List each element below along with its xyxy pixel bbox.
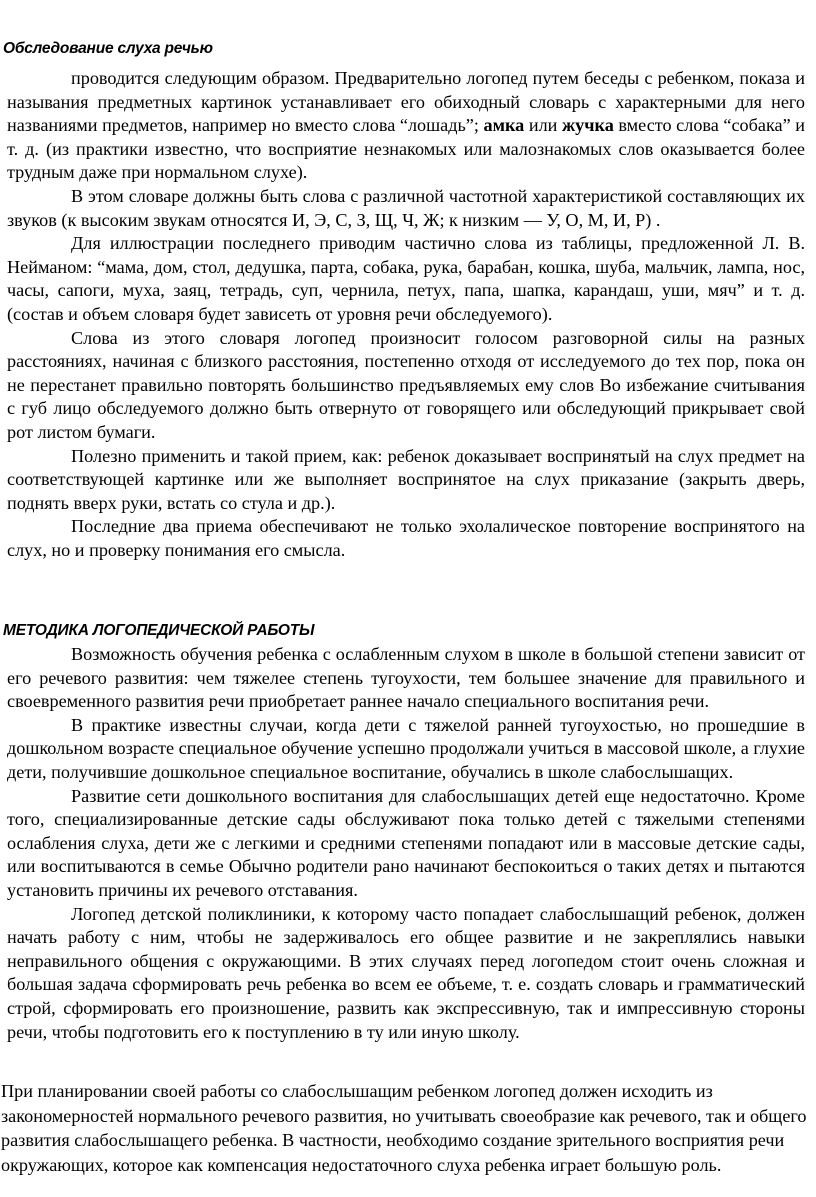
paragraph: Возможность обучения ребенка с ослабленным слухом в школе в большой степени зависит от его речевого развития: чем тяжелее степень тугоухости, тем большее значение для правильного и своевременного развития речи приобретает раннее начало специального воспитания речи. [7,644,805,712]
paragraph-text: проводится следующим образом. Предварительно логопед путем беседы с ребенком, показа и называния предметных картинок устанавливает его обиходный словарь с характерными для него названиями предметов, например но вместо слова “лошадь”; [7,68,805,136]
bold-word: амка [483,115,525,136]
paragraph-unindented: При планировании своей работы со слабослышащим ребенком логопед должен исходить из закономерностей нормального речевого развития, но учитывать своеобразие как речевого, так и общего развития слабослышащего ребенка. В частности, необходимо создание зрительного восприятия речи окружающих, которое как компенсация недостаточного слуха ребенка играет большую роль. [1,1081,807,1175]
bold-word: жучка [561,115,614,136]
paragraph: Для иллюстрации последнего приводим частично слова из таблицы, предложенной Л. В. Нейманом: “мама, дом, стол, дедушка, парта, собака, рука, барабан, кошка, шуба, мальчик, лампа, нос, часы, сапоги, муха, заяц, тетрадь, суп, чернила, петух, папа, шапка, карандаш, уши, мяч” и т. д. (состав и объем словаря будет зависеть от уровня речи обследуемого). [7,233,805,324]
paragraph-text: или [524,115,562,136]
section-body-methodology [7,643,805,1044]
paragraph: Последние два приема обеспечивают не только эхолалическое повторение воспринятого на слух, но и проверку понимания его смысла. [7,516,805,560]
section-heading-methodology: МЕТОДИКА ЛОГОПЕДИЧЕСКОЙ РАБОТЫ [3,622,315,639]
paragraph-text: вместо слова “собака” и т. д. (из практики известно, что восприятие незнакомых или малознакомых слов оказывается более трудным даже при нормальном слухе). [7,115,805,183]
paragraph [7,67,805,185]
paragraph: Слова из этого словаря логопед произносит голосом разговорной силы на разных расстояниях, начиная с близкого расстояния, постепенно отходя от исследуемого до тех пор, пока он не перестанет правильно повторять большинство предъявляемых ему слов Во избежание считывания с губ лицо обследуемого должно быть отвернуто от говорящего или обследующий прикрывает свой рот листом бумаги. [7,327,805,442]
paragraph: В этом словаре должны быть слова с различной частотной характеристикой составляющих их звуков (к высоким звукам относятся И, Э, С, З, Щ, Ч, Ж; к низким — У, О, М, И, Р) . [7,185,805,230]
paragraph: В практике известны случаи, когда дети с тяжелой ранней тугоухостью, но прошедшие в дошкольном возрасте специальное обучение успешно продолжали учиться в массовой школе, а глухие дети, получившие дошкольное специальное воспитание, обучались в школе слабослышащих. [7,714,805,782]
section-heading-hearing-test: Обследование слуха речью [3,40,213,57]
paragraph: Полезно применить и такой прием, как: ребенок доказывает воспринятый на слух предмет на соответствующей картинке или же выполняет воспринятое на слух приказание (закрыть дверь, поднять вверх руки, встать со стула и др.). [7,445,805,513]
paragraph: Логопед детской поликлиники, к которому часто попадает слабослышащий ребенок, должен начать работу с ним, чтобы не задерживалось его общее развитие и не закреплялись навыки неправильного общения с окружающими. В этих случаях перед логопедом стоит очень сложная и большая задача сформировать речь ребенка во всем ее объеме, т. е. создать словарь и грамматический строй, сформировать его произношение, развить как экспрессивную, так и импрессивную стороны речи, чтобы подготовить его к поступлению в ту или иную школу. [7,903,805,1042]
section-body-hearing-test [7,67,805,562]
paragraph: Развитие сети дошкольного воспитания для слабослышащих детей еще недостаточно. Кроме того, специализированные детские сады обслуживают пока только детей с тяжелыми степенями ослабления слуха, дети же с легкими и средними степенями попадают или в массовые детские сады, или воспитываются в семье Обычно родители рано начинают беспокоиться о таких детях и пытаются установить причины их речевого отставания. [7,785,805,900]
